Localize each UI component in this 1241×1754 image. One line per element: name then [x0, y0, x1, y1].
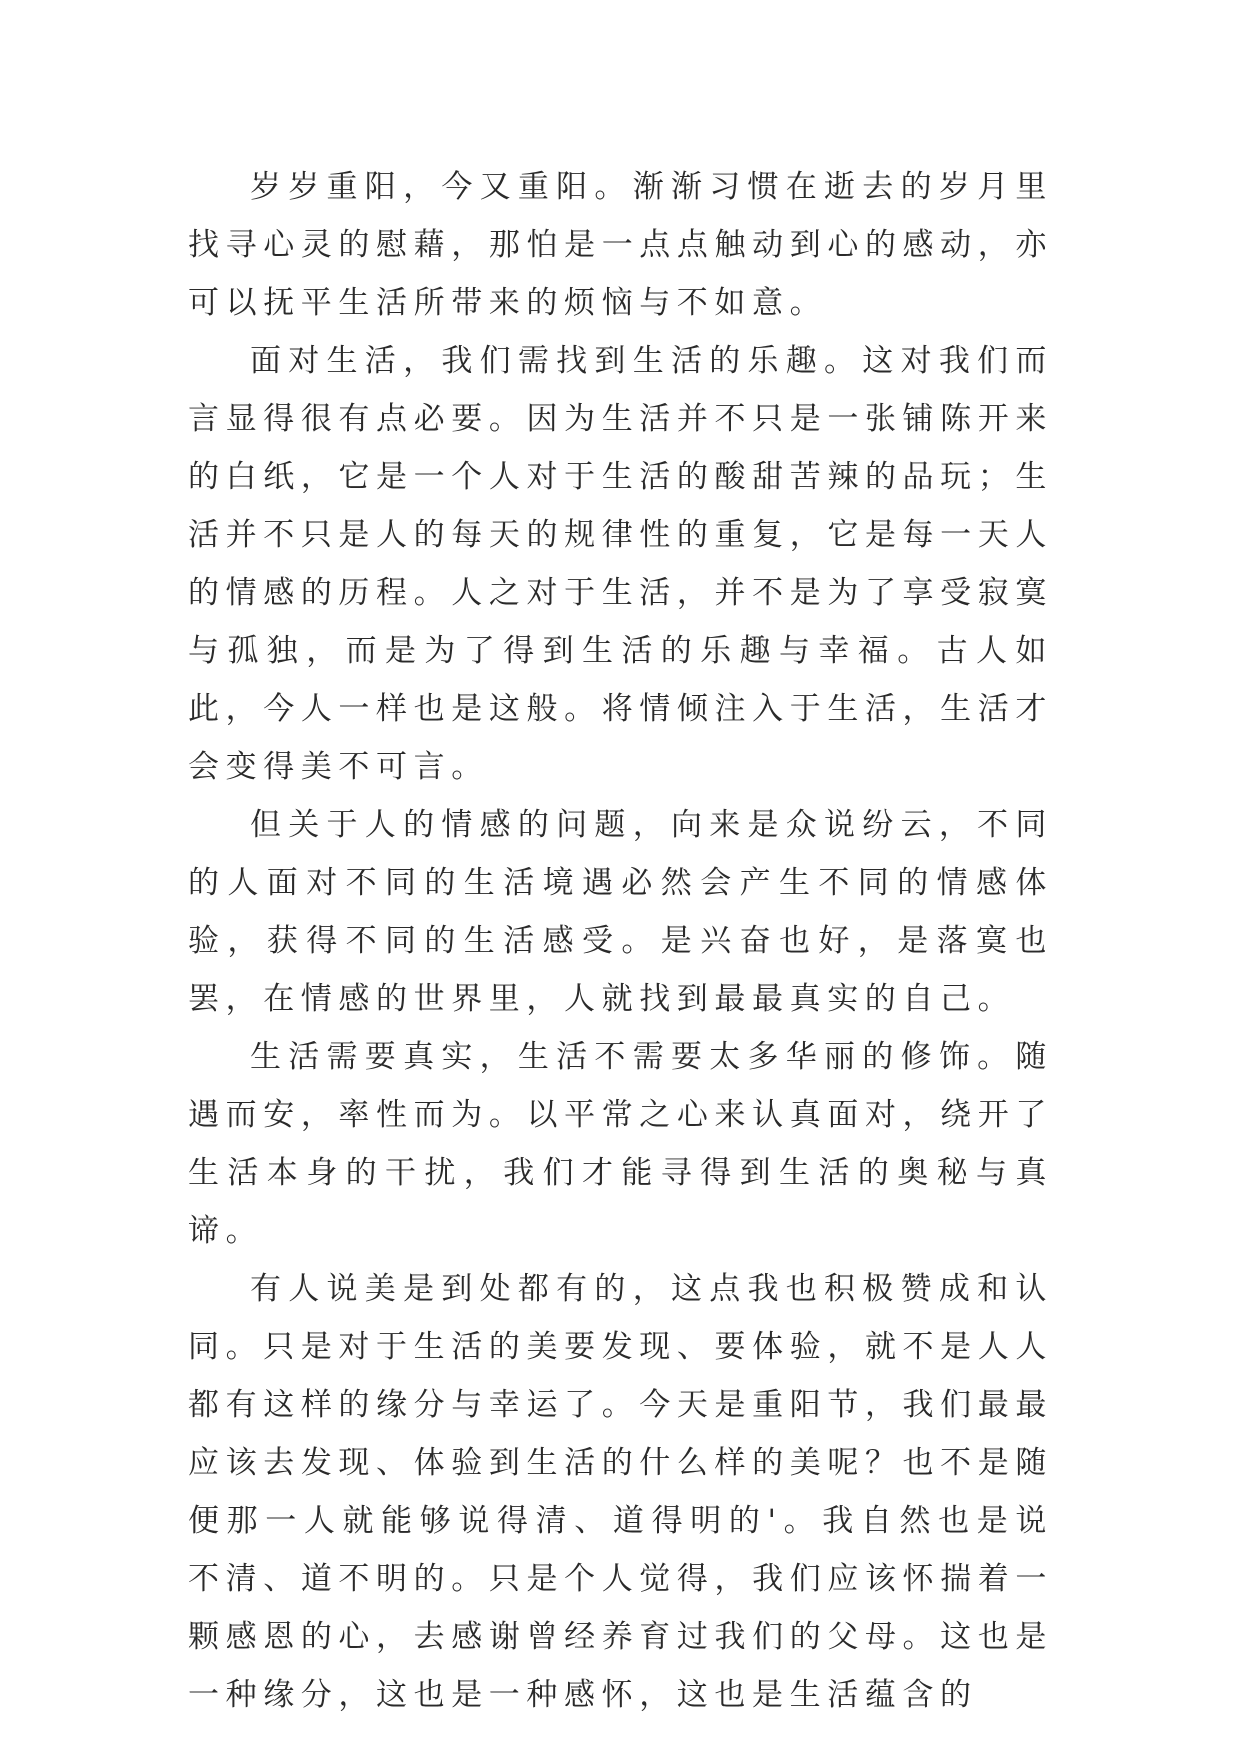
- paragraph-2: 面对生活，我们需找到生活的乐趣。这对我们而言显得很有点必要。因为生活并不只是一张铺陈开来的白纸，它是一个人对于生活的酸甜苦辣的品玩；生活并不只是人的每天的规律性的重复，它是每一天人的情感的历程。人之对于生活，并不是为了享受寂寞与孤独，而是为了得到生活的乐趣与幸福。古人如此，今人一样也是这般。将情倾注入于生活，生活才会变得美不可言。: [188, 343, 1053, 785]
- paragraph-3: 但关于人的情感的问题，向来是众说纷云，不同的人面对不同的生活境遇必然会产生不同的情感体验，获得不同的生活感受。是兴奋也好，是落寞也罢，在情感的世界里，人就找到最最真实的自己。: [188, 807, 1053, 1017]
- paragraph-1: 岁岁重阳，今又重阳。渐渐习惯在逝去的岁月里找寻心灵的慰藉，那怕是一点点触动到心的感动，亦可以抚平生活所带来的烦恼与不如意。: [188, 169, 1053, 321]
- paragraph-4: 生活需要真实，生活不需要太多华丽的修饰。随遇而安，率性而为。以平常之心来认真面对，绕开了生活本身的干扰，我们才能寻得到生活的奥秘与真谛。: [188, 1039, 1053, 1249]
- body-text: [188, 158, 1053, 1724]
- paragraph-5: 有人说美是到处都有的，这点我也积极赞成和认同。只是对于生活的美要发现、要体验，就不是人人都有这样的缘分与幸运了。今天是重阳节，我们最最应该去发现、体验到生活的什么样的美呢？也不是随便那一人就能够说得清、道得明的'。我自然也是说不清、道不明的。只是个人觉得，我们应该怀揣着一颗感恩的心，去感谢曾经养育过我们的父母。这也是一种缘分，这也是一种感怀，这也是生活蕴含的: [188, 1271, 1053, 1713]
